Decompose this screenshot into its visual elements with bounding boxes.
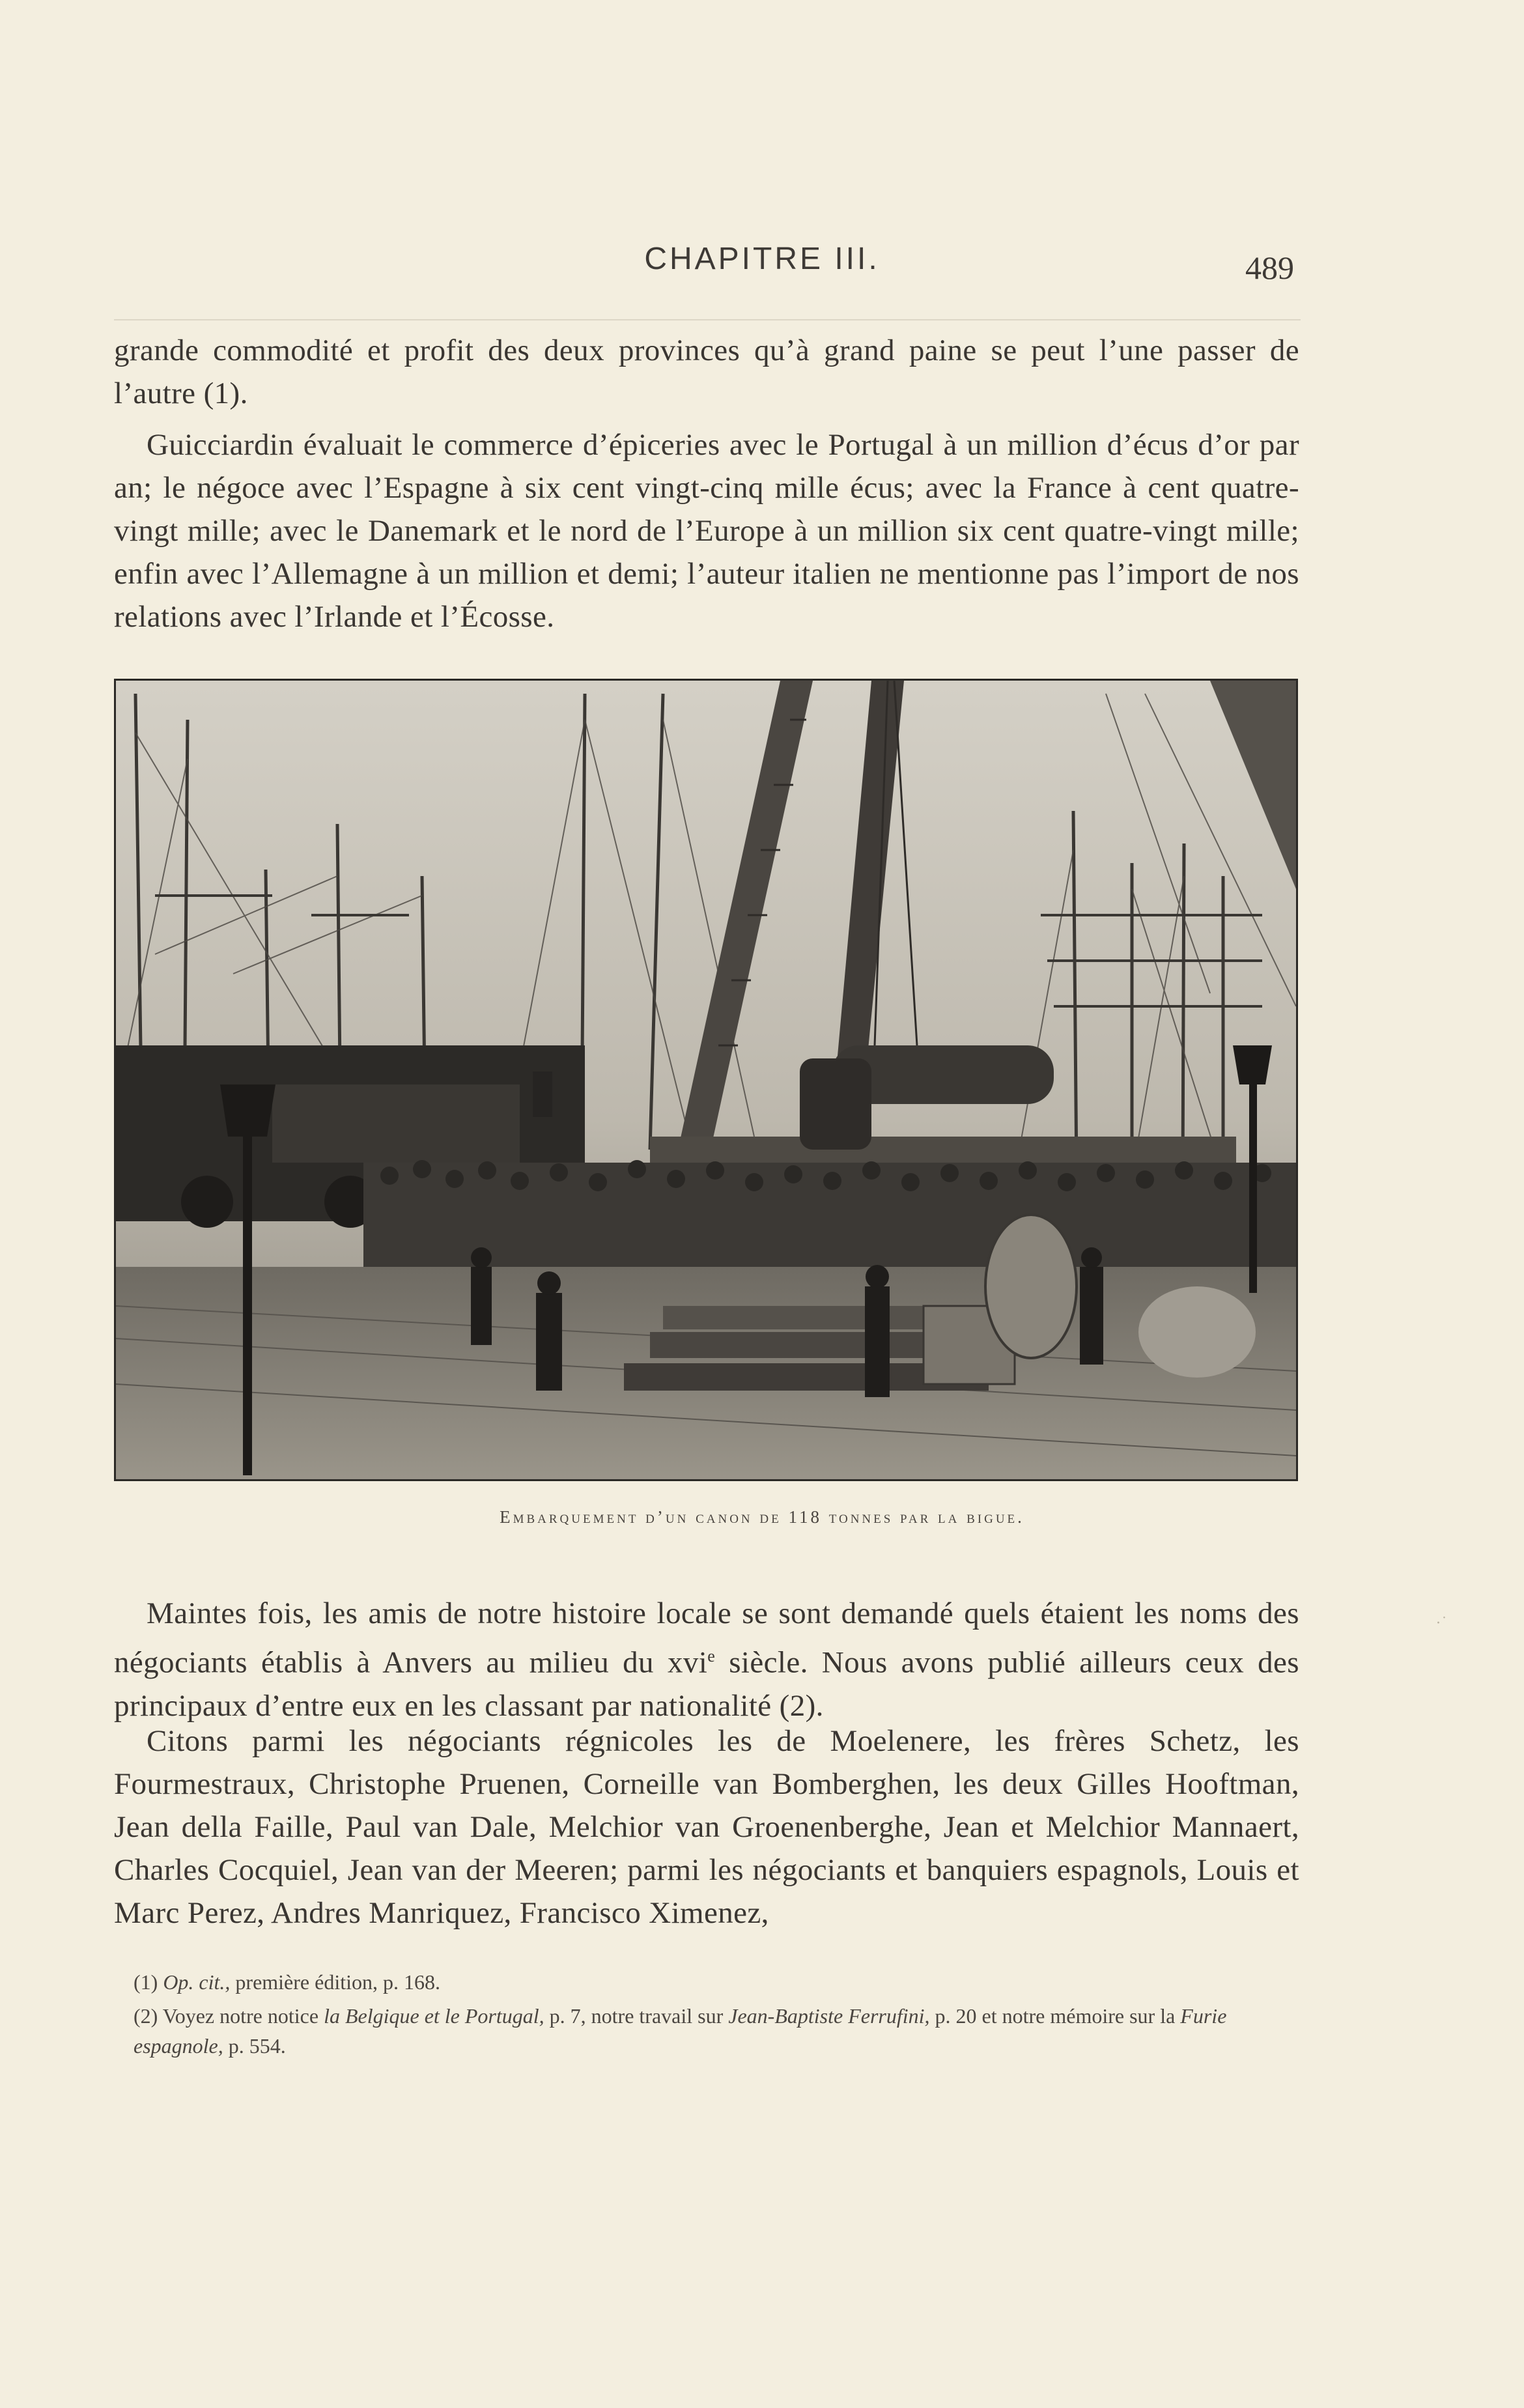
page-number: 489 — [1245, 249, 1294, 286]
paragraph-3-text: Maintes fois, les amis de notre histoire locale se sont demandé quels étaient les noms des négociants établis à Anvers au milieu du xvi — [114, 1596, 1299, 1680]
harbor-photo-illustration — [116, 681, 1296, 1479]
margin-mark: ·˙ — [1436, 1615, 1448, 1632]
figure-caption: Embarquement d’un canon de 118 tonnes par la bigue. — [500, 1507, 1024, 1527]
footnote-1-ref: Op. cit., — [163, 1970, 231, 1994]
footnote-1-rest: première édition, p. 168. — [230, 1970, 440, 1994]
footnote-2-end: p. 554. — [223, 2034, 286, 2058]
footnote-2-title-3: Furie espagnole, — [134, 2004, 1227, 2058]
page-header — [0, 241, 1524, 293]
paragraph-1 — [114, 329, 1299, 415]
footnote-2-title-1: la Belgique et le Portugal, — [324, 2004, 544, 2028]
footnote-2-start: (2) Voyez notre notice — [134, 2004, 324, 2028]
footnote-2-title-2: Jean-Baptiste Ferrufini, — [728, 2004, 930, 2028]
footnote-2-mid: p. 7, notre travail sur — [544, 2004, 729, 2028]
footnote-2 — [134, 2001, 1306, 2061]
footnote-1 — [134, 1967, 1325, 1997]
footnote-2-mid-2: p. 20 et notre mémoire sur la — [929, 2004, 1181, 2028]
header-rule — [114, 319, 1301, 320]
chapter-title: CHAPITRE III. — [644, 242, 880, 276]
paragraph-4: Citons parmi les négociants régnicoles les de Moelenere, les frères Schetz, les Fourmestraux, Christophe Pruenen, Corneille van Bomberghen, les deux Gilles Hooftman, Jean della Faille, Paul van Dale, Melchior van Groenenberghe, Jean et Melchior Mannaert, Charles Cocquiel, Jean van der Meeren; parmi les négociants et banquiers espagnols, Louis et Marc Perez, Andres Manriquez, Francisco Ximenez, — [114, 1724, 1299, 1930]
paragraph-1-text: grande commodité et profit des deux provinces qu’à grand paine se peut l’une passer de l’autre (1). — [114, 333, 1299, 410]
footnote-1-number: (1) — [134, 1970, 163, 1994]
century-superscript: e — [707, 1647, 716, 1665]
paragraph-3 — [114, 1592, 1299, 1727]
paragraph-3-end: siècle. Nous avons publié ailleurs ceux des principaux d’entre eux en les classant par nationalité (2). — [114, 1645, 1299, 1723]
photograph — [114, 679, 1298, 1481]
paragraph-2: Guicciardin évaluait le commerce d’épiceries avec le Portugal à un million d’écus d’or par an; le négoce avec l’Espagne à six cent vingt-cinq mille écus; avec la France à cent quatre-vingt mille; avec le Danemark et le nord de l’Europe à un million six cent quatre-vingt mille; enfin avec l’Allemagne à un million et demi; l’auteur italien ne mentionne pas l’import de nos relations avec l’Irlande et l’Écosse. — [114, 428, 1299, 634]
